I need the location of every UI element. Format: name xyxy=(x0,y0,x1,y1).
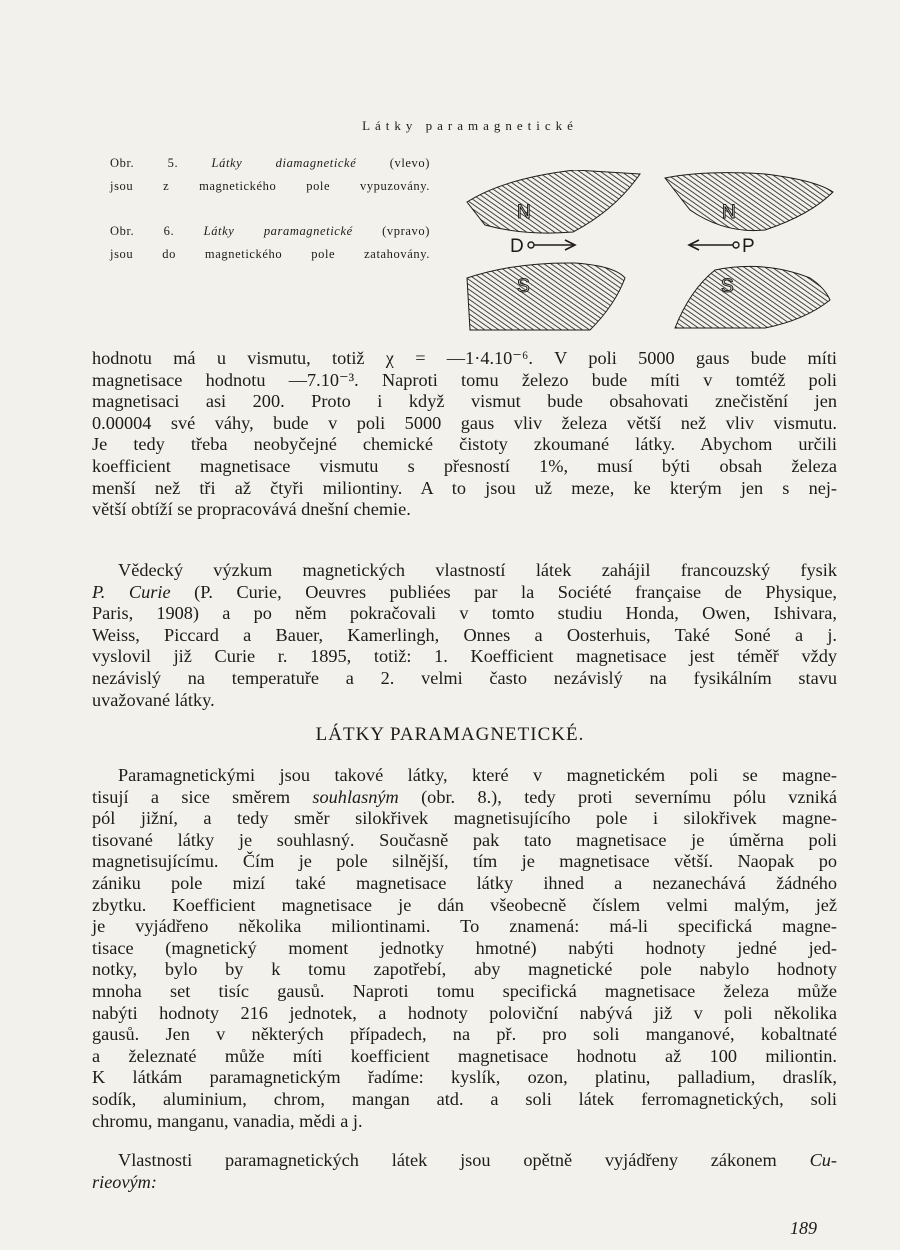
text-line: zániku pole mizí také magnetisace látky ihned a nezanechává žádného xyxy=(92,872,837,893)
right-north-pole-shape xyxy=(665,173,833,231)
text-line: vyslovil již Curie r. 1895, totiž: 1. Koefficient magnetisace jest téměř vždy xyxy=(92,646,837,667)
text-line-rest: (P. Curie, Oeuvres publiées par la Société française de Physique, xyxy=(170,581,838,602)
text-line: sodík, aluminium, chrom, mangan atd. a soli látek ferromagnetických, soli xyxy=(92,1088,837,1109)
left-north-label: N xyxy=(517,202,531,223)
text-line: Paris, 1908) a po něm pokračovali v tomto studiu Honda, Owen, Ishivara, xyxy=(92,603,837,624)
left-south-label: S xyxy=(517,276,530,297)
text-line xyxy=(92,1150,837,1172)
caption-fig5-side: (vlevo) xyxy=(389,156,430,170)
text-line: mnoha set tisíc gausů. Naproti tomu specifická magnetisace železa může xyxy=(92,980,837,1001)
text-line: magnetisujícímu. Čím je pole silnější, tím je magnetisace větší. Naopak po xyxy=(92,851,837,872)
text-line: koefficient magnetisace vismutu s přesností 1%, musí býti obsah železa xyxy=(92,455,837,476)
text-line: menší než tři až čtyři miliontiny. A to jsou už meze, ke kterým jen s nej- xyxy=(92,477,837,498)
text-line: K látkám paramagnetickým řadíme: kyslík, ozon, platinu, palladium, draslík, xyxy=(92,1067,837,1088)
text-line xyxy=(92,1172,837,1194)
figure-captions xyxy=(110,156,430,262)
diamagnetic-label: D xyxy=(510,236,524,257)
text-line: Paramagnetickými jsou takové látky, které v magnetickém poli se magne- xyxy=(118,765,837,785)
caption-fig6-rest: jsou do magnetického pole zatahovány. xyxy=(110,247,430,261)
running-header: Látky paramagnetické xyxy=(362,118,578,133)
caption-fig5-line2 xyxy=(110,179,430,194)
text-line: Weiss, Piccard a Bauer, Kamerlingh, Onnes a Oosterhuis, Také Soné a j. xyxy=(92,624,837,645)
left-south-pole-shape xyxy=(467,263,625,330)
paragraph-bismuth xyxy=(92,348,837,521)
text-line: nabýti hodnoty 216 jednotek, a hodnoty poloviční nabývá již v poli několika xyxy=(92,1002,837,1023)
text-fragment: (obr. 8.), tedy proti severnímu pólu vzniká xyxy=(398,786,837,807)
text-line: gausů. Jen v některých případech, na př. pro soli manganové, kobaltnaté xyxy=(92,1024,837,1045)
text-line xyxy=(92,787,837,809)
text-line: uvažované látky. xyxy=(92,689,215,710)
text-line: notky, bylo by k tomu zapotřebí, aby magnetické pole nabylo hodnoty xyxy=(92,959,837,980)
text-line: 0.00004 své váhy, bude v poli 5000 gaus vliv železa větší než vliv vismutu. xyxy=(92,412,837,433)
text-line: a železnaté může míti koefficient magnetisace hodnotu až 100 miliontin. xyxy=(92,1045,837,1066)
text-line: větší obtíží se propracovává dnešní chemie. xyxy=(92,499,411,520)
curie-italic: P. Curie xyxy=(92,581,171,602)
italic-souhlasnym: souhlasným xyxy=(312,786,399,807)
italic-curie: Cu- xyxy=(809,1150,837,1170)
paragraph-curie-law xyxy=(92,1150,837,1193)
caption-fig5-line1 xyxy=(110,156,430,171)
section-title: LÁTKY PARAMAGNETICKÉ. xyxy=(315,724,585,745)
text-line: je vyjádřeno několika miliontinami. To znamená: má-li specifická magne- xyxy=(92,916,837,937)
text-line: chromu, manganu, vanadia, mědi a j. xyxy=(92,1110,363,1131)
paramagnetic-sample-dot xyxy=(733,242,739,248)
paragraph-paramagnetic xyxy=(92,765,837,1132)
text-line: nezávislý na temperatuře a 2. velmi často nezávislý na fysikálním stavu xyxy=(92,667,837,688)
text-line: hodnotu má u vismutu, totiž χ = —1·4.10⁻⁶. V poli 5000 gaus bude míti xyxy=(92,348,837,368)
caption-fig5-title: Látky diamagnetické xyxy=(211,156,357,170)
text-line: Vědecký výzkum magnetických vlastností látek zahájil francouzský fysik xyxy=(118,560,837,580)
caption-fig6-side: (vpravo) xyxy=(382,224,430,238)
text-fragment: Vlastnosti paramagnetických látek jsou opětně vyjádřeny zákonem xyxy=(118,1150,777,1170)
text-line: magnetisaci asi 200. Proto i když vismut bude obsahovati znečistění jen xyxy=(92,391,837,412)
text-line: magnetisace hodnotu —7.10⁻³. Naproti tomu železo bude míti v tomtéž poli xyxy=(92,369,837,390)
caption-fig6-title: Látky paramagnetické xyxy=(203,224,353,238)
magnet-figure xyxy=(465,170,835,335)
caption-fig5-rest: jsou z magnetického pole vypuzovány. xyxy=(110,179,430,193)
diamagnetic-sample-dot xyxy=(528,242,534,248)
text-line: tisace (magnetický moment jednotky hmotné) nabýti hodnoty jedné jed- xyxy=(92,937,837,958)
text-line: zbytku. Koefficient magnetisace je dán všeobecně číslem velmi malým, jež xyxy=(92,894,837,915)
text-line: tisované látky je souhlasný. Současně pak tato magnetisace je úměrna poli xyxy=(92,829,837,850)
caption-fig6-line2 xyxy=(110,247,430,262)
right-north-label: N xyxy=(722,202,736,223)
paramagnetic-label: P xyxy=(742,236,755,257)
text-fragment: tisují a sice směrem xyxy=(92,786,313,807)
caption-fig6-line1 xyxy=(110,224,430,239)
italic-curieovym: rieovým: xyxy=(92,1171,157,1192)
right-south-label: S xyxy=(721,276,734,297)
right-south-pole-shape xyxy=(675,266,830,328)
paragraph-curie-history xyxy=(92,560,837,711)
text-line xyxy=(92,582,837,604)
page-number: 189 xyxy=(790,1218,817,1238)
text-line: pól jižní, a tedy směr silokřivek magnetisujícího pole i silokřivek magne- xyxy=(92,808,837,829)
caption-fig6-label: Obr. 6. xyxy=(110,224,175,238)
caption-fig5-label: Obr. 5. xyxy=(110,156,179,170)
text-line: Je tedy třeba neobyčejné chemické čistoty zkoumané látky. Abychom určili xyxy=(92,434,837,455)
